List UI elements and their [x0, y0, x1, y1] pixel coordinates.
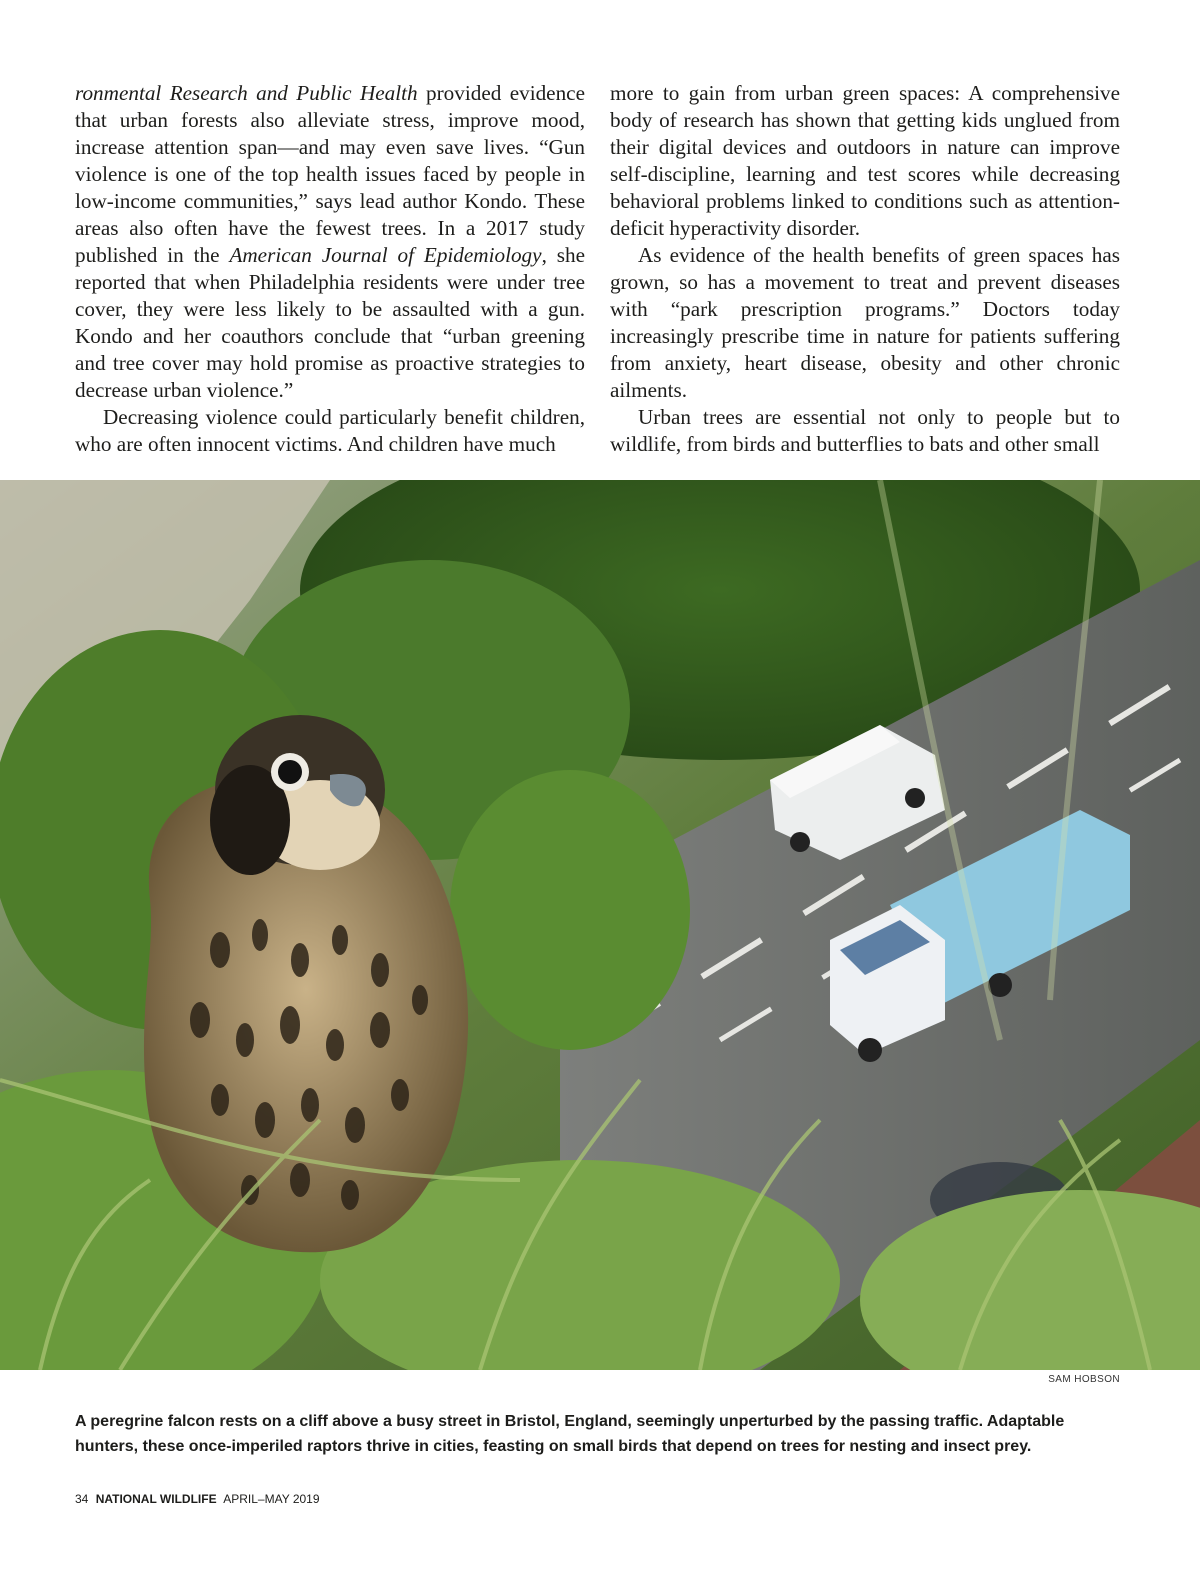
paragraph: Urban trees are essential not only to people but to wildlife, from birds and butterflies to bats and other small [610, 405, 1120, 456]
photo-credit: SAM HOBSON [1048, 1374, 1120, 1385]
page-number: 34 [75, 1492, 89, 1506]
issue-date: APRIL–MAY 2019 [223, 1492, 320, 1506]
paragraph-text: , she reported that when Philadelphia residents were under tree cover, they were less likely to be assaulted with a gun. Kondo and her coauthors conclude that “urban greening and tree cover may hold promise as proactive strategies to decrease urban violence.” [75, 243, 585, 402]
page-footer [75, 1492, 320, 1506]
falcon-photo-illustration [0, 480, 1200, 1370]
article-column-right [610, 80, 1120, 458]
article-column-left [75, 80, 585, 458]
paragraph: more to gain from urban green spaces: A comprehensive body of research has shown that getting kids unglued from their digital devices and outdoors in nature can improve self-discipline, learning and test scores while decreasing behavioral problems linked to conditions such as attention-deficit hyperactivity disorder. [610, 81, 1120, 240]
paragraph-text: provided evidence that urban forests also alleviate stress, improve mood, increase attention span—and may even save lives. “Gun violence is one of the top health issues faced by people in low-income communities,” says lead author Kondo. These areas also often have the fewest trees. In a 2017 study published in the [75, 81, 585, 267]
photo-caption: A peregrine falcon rests on a cliff above a busy street in Bristol, England, seemingly unperturbed by the passing traffic. Adaptable hunters, these once-imperiled raptors thrive in cities, feasting on small birds that depend on trees for nesting and insect prey. [75, 1413, 1065, 1455]
journal-title: ronmental Research and Public Health [75, 81, 418, 105]
paragraph: As evidence of the health benefits of green spaces has grown, so has a movement to treat and prevent diseases with “park prescription programs.” Doctors today increasingly prescribe time in nature for patients suffering from anxiety, heart disease, obesity and other chronic ailments. [610, 243, 1120, 402]
magazine-name: NATIONAL WILDLIFE [95, 1492, 217, 1506]
paragraph [75, 80, 585, 404]
journal-title: American Journal of Epidemiology [229, 243, 542, 267]
falcon-photo [0, 480, 1200, 1370]
paragraph: Decreasing violence could particularly benefit children, who are often innocent victims. And children have much [75, 405, 585, 456]
